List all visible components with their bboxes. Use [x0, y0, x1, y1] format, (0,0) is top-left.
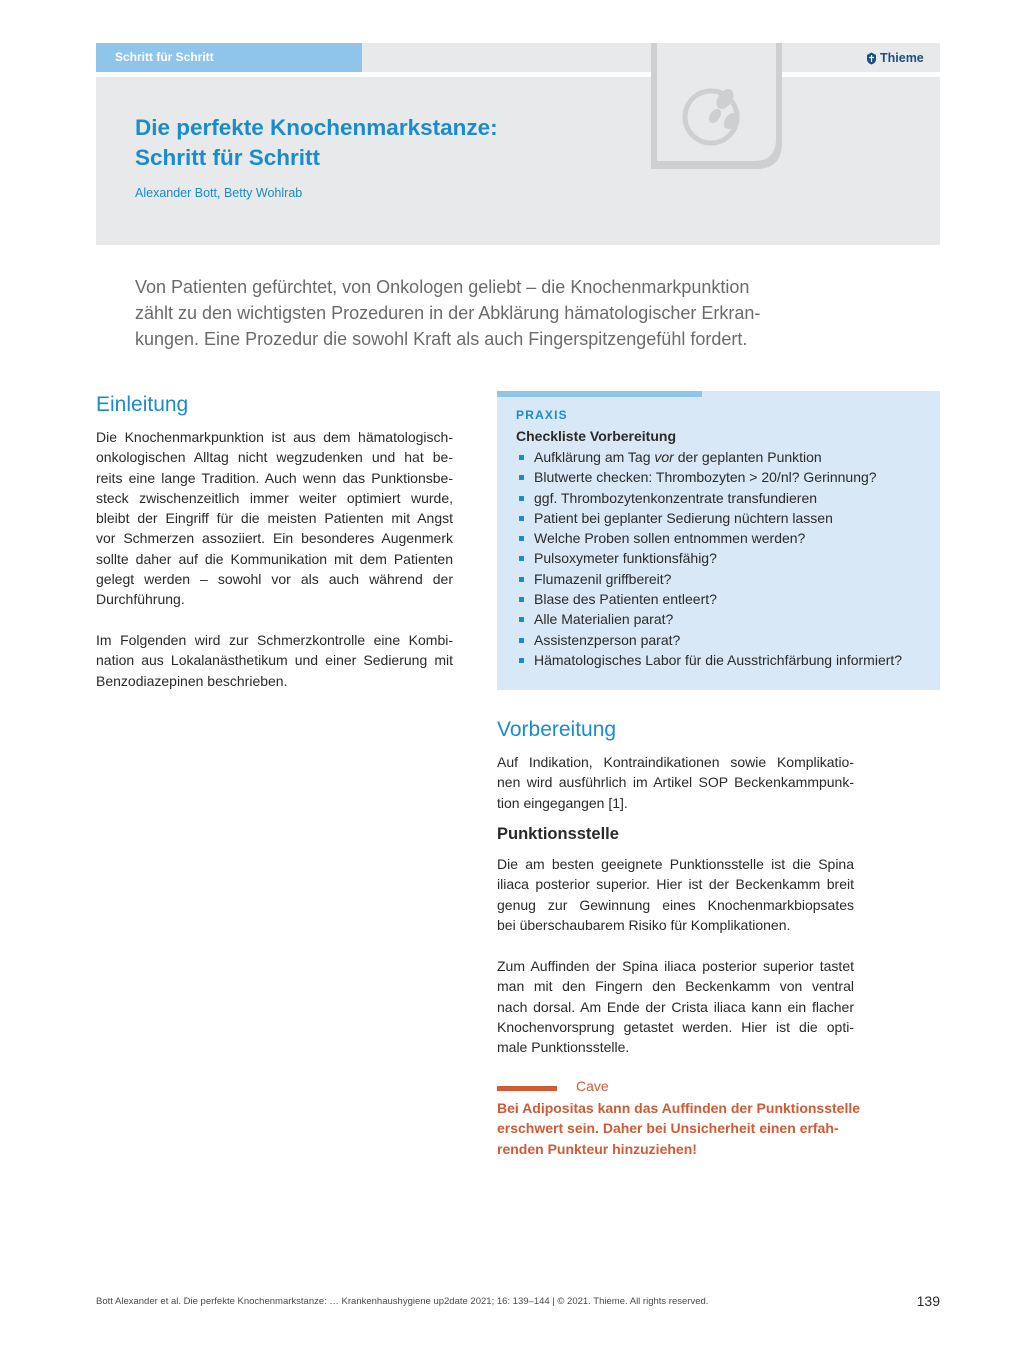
einleitung-paragraph-1	[96, 427, 453, 610]
text-line: gelegt werden – sowohl vor als auch während der	[96, 571, 453, 588]
title-line: Schritt für Schritt	[135, 145, 321, 170]
checklist-item: ggf. Thrombozytenkonzentrate transfundieren	[516, 488, 902, 508]
article-authors: Alexander Bott, Betty Wohlrab	[135, 186, 303, 200]
vorbereitung-paragraph-1	[497, 752, 854, 813]
cave-marker	[497, 1086, 557, 1091]
lead-line: zählt zu den wichtigsten Prozeduren in der Abklärung hämatologischer Erkran-	[135, 303, 761, 323]
cave-label: Cave	[576, 1078, 609, 1094]
praxis-accent-bar	[497, 391, 702, 397]
article-title	[135, 113, 635, 173]
text-line: nen wird ausführlich im Artikel SOP Beckenkammpunk-	[497, 774, 854, 791]
text-line: Durchführung.	[96, 591, 185, 608]
lead-line: Von Patienten gefürchtet, von Onkologen geliebt – die Knochenmarkpunktion	[135, 277, 750, 297]
item-text: der geplanten Punktion	[673, 449, 822, 465]
checklist-item	[516, 447, 902, 467]
text-line: iliaca posterior superior. Hier ist der Beckenkamm breit	[497, 876, 854, 893]
cave-text	[497, 1098, 861, 1159]
text-line: nach dorsal. Am Ende der Crista iliaca kann ein flacher	[497, 998, 854, 1015]
lead-line: kungen. Eine Prozedur die sowohl Kraft als auch Fingerspitzengefühl fordert.	[135, 329, 748, 349]
text-line: Benzodiazepinen beschrieben.	[96, 672, 288, 689]
item-text: Aufklärung am Tag	[534, 449, 655, 465]
text-line: bleibt der Eingriff für die meisten Patienten mit Angst	[96, 510, 453, 527]
text-line: tion eingegangen [1].	[497, 794, 628, 811]
checklist-item: Blase des Patienten entleert?	[516, 589, 902, 609]
item-emphasis: vor	[654, 449, 674, 465]
section-heading-einleitung: Einleitung	[96, 393, 189, 416]
thieme-emblem-icon	[866, 52, 877, 65]
section-kicker: Schritt für Schritt	[96, 43, 362, 72]
step-logo-icon	[651, 43, 782, 169]
footer-citation: Bott Alexander et al. Die perfekte Knochenmarkstanze: … Krankenhaushygiene up2date 2021; 16: 139–144 | © 2021. Thieme. All rights reserved.	[96, 1296, 709, 1307]
checklist-item: Patient bei geplanter Sedierung nüchtern lassen	[516, 508, 902, 528]
text-line: Die am besten geeignete Punktionsstelle ist die Spina	[497, 856, 854, 872]
text-line: male Punktionsstelle.	[497, 1039, 630, 1056]
text-line: Zum Auffinden der Spina iliaca posterior superior tastet	[497, 958, 854, 974]
text-line: Die Knochenmarkpunktion ist aus dem hämatologisch-	[96, 429, 453, 445]
checklist-item: Welche Proben sollen entnommen werden?	[516, 528, 902, 548]
text-line: vor Schmerzen assoziiert. Ein besonderes Augenmerk	[96, 530, 453, 547]
text-line: nation aus Lokalanästhetikum und einer Sedierung mit	[96, 652, 453, 669]
checklist-item: Blutwerte checken: Thrombozyten > 20/nl? Gerinnung?	[516, 467, 902, 487]
checklist-item: Hämatologisches Labor für die Ausstrichfärbung informiert?	[516, 650, 902, 670]
checklist-item: Flumazenil griffbereit?	[516, 569, 902, 589]
cave-line: erschwert sein. Daher bei Unsicherheit einen erfah-	[497, 1120, 839, 1137]
article-lead	[135, 274, 815, 352]
text-line: reits eine lange Tradition. Auch wenn das Punktionsbe-	[96, 469, 453, 486]
title-line: Die perfekte Knochenmarkstanze:	[135, 115, 498, 140]
text-line: steck zwischenzeitlich immer weiter optimiert wurde,	[96, 489, 453, 506]
text-line: Im Folgenden wird zur Schmerzkontrolle eine Kombi-	[96, 632, 453, 648]
section-heading-vorbereitung: Vorbereitung	[497, 718, 617, 741]
einleitung-paragraph-2	[96, 630, 453, 691]
text-line: Auf Indikation, Kontraindikationen sowie Komplikatio-	[497, 754, 854, 770]
text-line: genug zur Gewinnung eines Knochenmarkbiopsates	[497, 896, 854, 913]
punktionsstelle-paragraph-1	[497, 854, 854, 935]
praxis-label: PRAXIS	[516, 408, 568, 422]
page-number: 139	[916, 1293, 940, 1309]
punktionsstelle-paragraph-2	[497, 956, 854, 1057]
checklist-item: Pulsoxymeter funktionsfähig?	[516, 548, 902, 568]
text-line: onkologischen Alltag nicht wegzudenken und hat be-	[96, 449, 453, 466]
checklist-item: Alle Materialien parat?	[516, 609, 902, 629]
text-line: Knochenvorsprung getastet werden. Hier ist die opti-	[497, 1018, 854, 1035]
publisher-name: Thieme	[880, 51, 924, 65]
cave-line: Bei Adipositas kann das Auffinden der Punktionsstelle	[497, 1100, 861, 1116]
cave-line: renden Punkteur hinzuziehen!	[497, 1140, 697, 1157]
text-line: man mit den Fingern den Beckenkamm von ventral	[497, 978, 854, 995]
checklist-item: Assistenzperson parat?	[516, 630, 902, 650]
publisher-logo	[866, 50, 924, 66]
subheading-punktionsstelle: Punktionsstelle	[497, 825, 619, 843]
text-line: sollte daher auf die Kommunikation mit dem Patienten	[96, 550, 453, 567]
text-line: bei überschaubarem Risiko für Komplikationen.	[497, 916, 791, 933]
checklist-title: Checkliste Vorbereitung	[516, 428, 677, 444]
checklist	[516, 447, 902, 670]
